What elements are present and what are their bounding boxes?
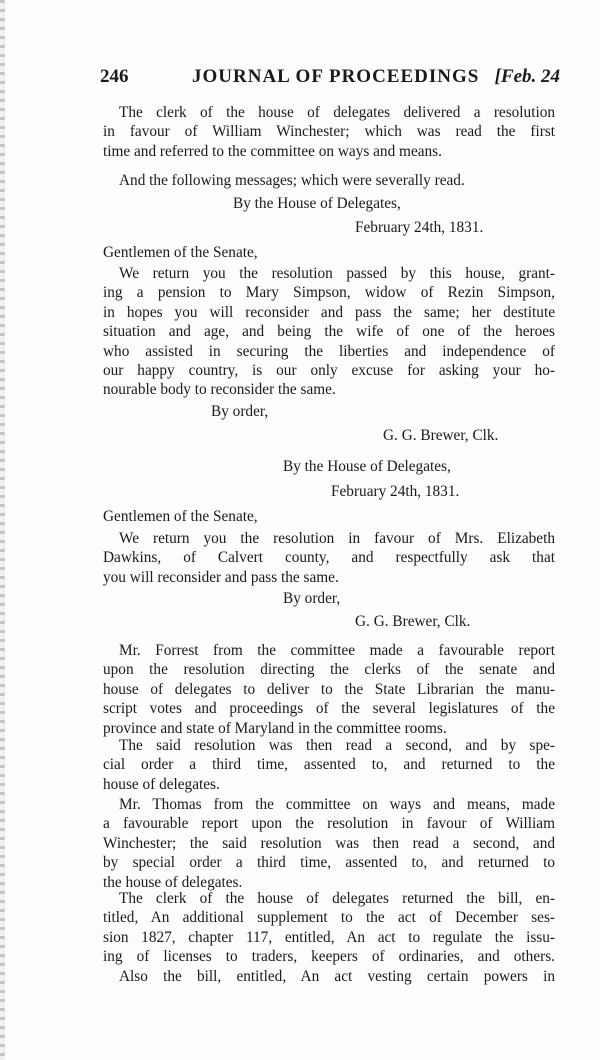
paragraph-forrest-report (103, 641, 555, 738)
message-2-date (103, 482, 555, 501)
message-1-date-block (103, 218, 555, 237)
message-date: February 24th, 1831. (331, 483, 460, 500)
text-line: in favour of William Winchester; which was read the first (103, 123, 555, 141)
text-line: The said resolution was then read a second, and by spe- (119, 737, 555, 754)
text-line: house of delegates to deliver to the State Librarian the manu- (103, 680, 555, 698)
text-line: We return you the resolution passed by this house, grant- (119, 265, 555, 282)
messages-intro (103, 171, 555, 190)
salutation: Gentlemen of the Senate, (103, 508, 258, 525)
text-line: nourable body to reconsider the same. (103, 381, 336, 399)
message-2-by-order (103, 589, 555, 608)
salutation: Gentlemen of the Senate, (103, 244, 258, 261)
paragraph-resolution-delivered (103, 103, 555, 161)
text-line: our happy country, is our only excuse for asking your ho- (103, 361, 555, 379)
text-line: in hopes you will reconsider and pass the same; her destitute (103, 303, 555, 321)
running-title: JOURNAL OF PROCEEDINGS (192, 66, 480, 87)
text-line: ing a pension to Mary Simpson, widow of Rezin Simpson, (103, 284, 555, 302)
text-line: Also the bill, entitled, An act vesting certain powers in (119, 968, 555, 985)
text-line: ing of licenses to traders, keepers of ordinaries, and others. (103, 948, 555, 966)
signature: G. G. Brewer, Clk. (383, 427, 499, 444)
text-line: who assisted in securing the liberties and independence of (103, 342, 555, 360)
text-line: titled, An additional supplement to the act of December ses- (103, 909, 555, 927)
text-line: house of delegates. (103, 775, 220, 793)
message-1-signature (103, 426, 555, 445)
text-line: The clerk of the house of delegates returned the bill, en- (119, 890, 555, 907)
text-line: script votes and proceedings of the several legislatures of the (103, 700, 555, 718)
message-2-from (103, 457, 555, 476)
text-line: Mr. Thomas from the committee on ways and means, made (119, 796, 555, 813)
text-line: a favourable report upon the resolution in favour of William (103, 815, 555, 833)
text-line: upon the resolution directing the clerks of the senate and (103, 661, 555, 679)
text-line: the house of delegates. (103, 873, 243, 891)
page-binding-edge (0, 0, 5, 1060)
text-line: Winchester; the said resolution was then read a second, and (103, 834, 555, 852)
paragraph-also-bill (103, 967, 555, 986)
paragraph-bill-returned (103, 889, 555, 967)
message-2-salutation (103, 507, 555, 526)
message-from: By the House of Delegates, (233, 195, 401, 212)
text-line: Mr. Forrest from the committee made a favourable report (119, 642, 555, 659)
message-2-signature (103, 612, 555, 631)
message-1-body (103, 264, 555, 400)
message-1-salutation (103, 243, 555, 262)
signature: G. G. Brewer, Clk. (355, 613, 471, 630)
paragraph-thomas-report (103, 795, 555, 892)
by-order: By order, (211, 403, 269, 420)
message-1-by-order (103, 402, 555, 421)
text-line: situation and age, and being the wife of one of the heroes (103, 323, 555, 341)
text-line: The clerk of the house of delegates delivered a resolution (119, 104, 555, 121)
text-line: time and referred to the committee on ways and means. (103, 142, 442, 160)
message-from: By the House of Delegates, (283, 458, 451, 475)
text-line: We return you the resolution in favour of Mrs. Elizabeth (119, 530, 555, 547)
running-header (100, 66, 560, 90)
page-number: 246 (100, 66, 129, 87)
message-1 (103, 194, 555, 213)
message-2-body (103, 529, 555, 587)
paragraph-second-reading (103, 736, 555, 794)
running-date: [Feb. 24 (494, 66, 560, 87)
text-line: province and state of Maryland in the committee rooms. (103, 719, 447, 737)
text-line: you will reconsider and pass the same. (103, 568, 339, 586)
text-line: And the following messages; which were severally read. (119, 172, 465, 189)
text-line: sion 1827, chapter 117, entitled, An act to regulate the issu- (103, 928, 555, 946)
text-line: Dawkins, of Calvert county, and respectfully ask that (103, 549, 555, 567)
by-order: By order, (283, 590, 341, 607)
text-line: by special order a third time, assented to, and returned to (103, 854, 555, 872)
message-date: February 24th, 1831. (355, 219, 484, 236)
text-line: cial order a third time, assented to, and returned to the (103, 756, 555, 774)
